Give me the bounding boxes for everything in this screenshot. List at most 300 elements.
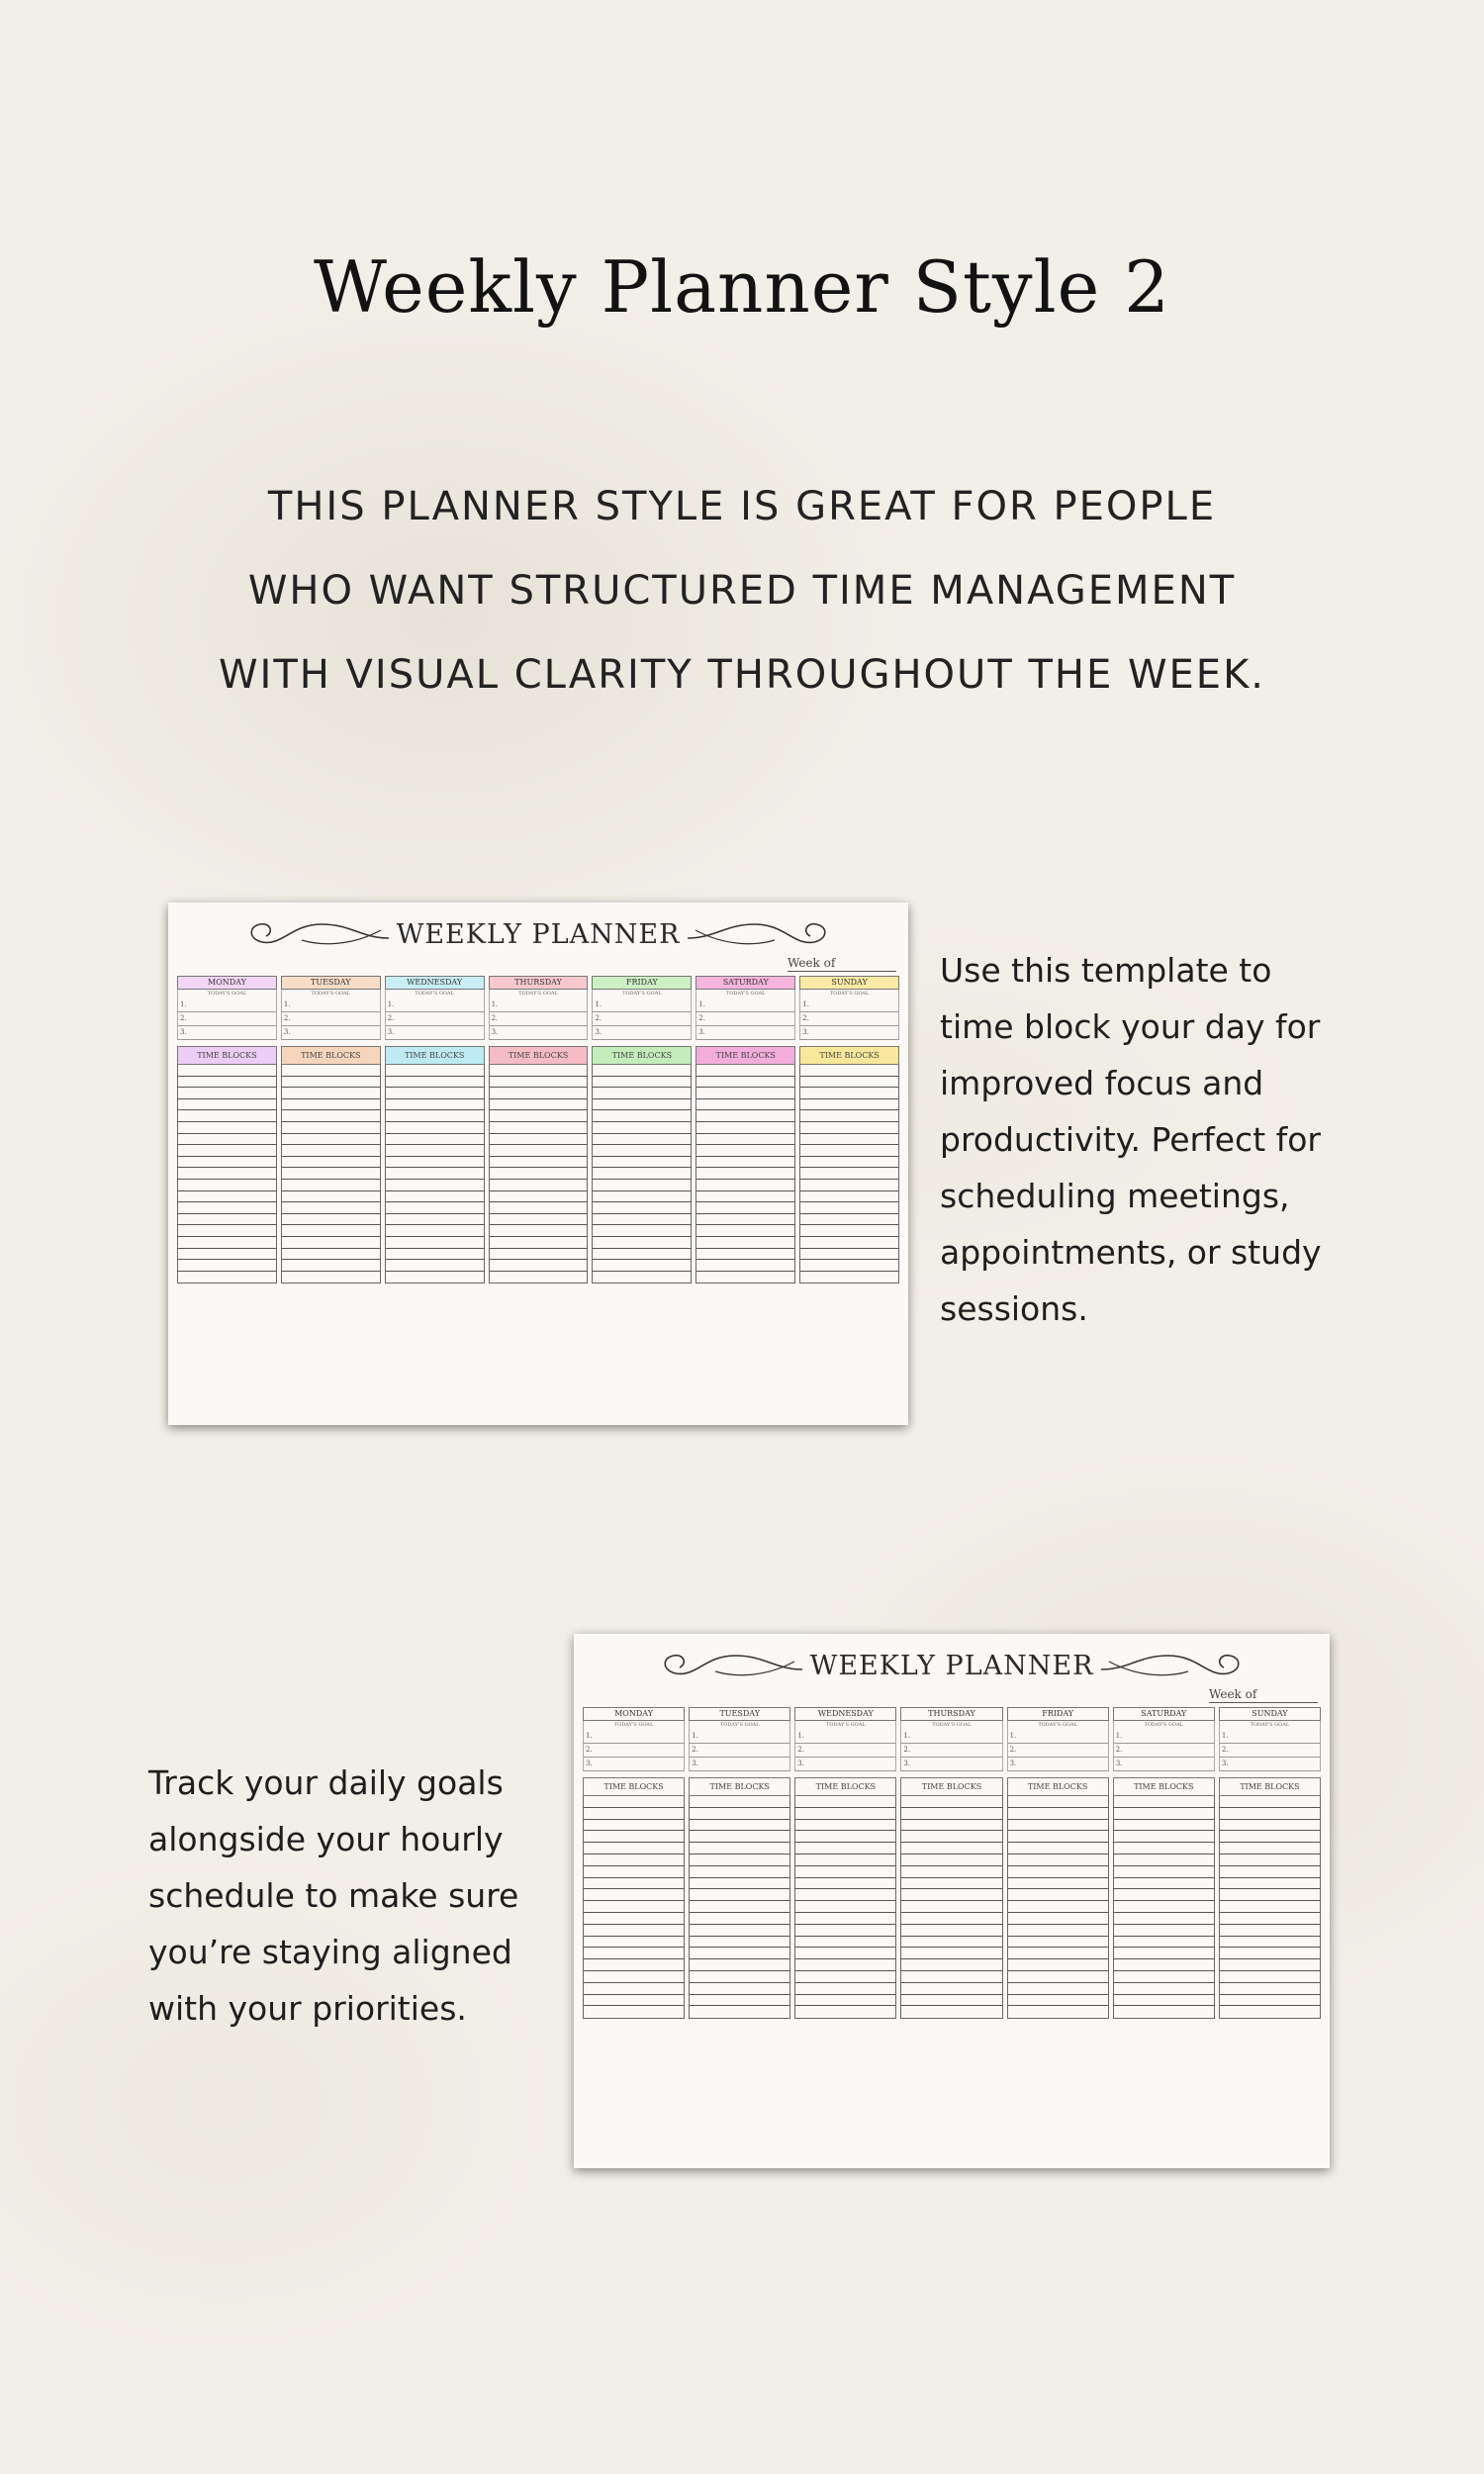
time-slot	[490, 1077, 588, 1089]
time-slot	[696, 1191, 794, 1203]
goal-label: TODAY'S GOAL	[794, 1721, 896, 1730]
time-slot	[800, 1134, 898, 1146]
time-blocks-label: TIME BLOCKS	[689, 1777, 790, 1796]
time-slot	[795, 1925, 895, 1937]
time-slot	[490, 1122, 588, 1134]
time-slot	[1008, 1971, 1108, 1983]
time-slot	[584, 1901, 684, 1913]
time-slot	[1008, 1925, 1108, 1937]
time-slot	[800, 1272, 898, 1284]
time-slot	[584, 1971, 684, 1983]
time-slot	[1008, 1959, 1108, 1971]
time-slot	[690, 2006, 789, 2018]
goal-line: 1.	[794, 1730, 896, 1744]
time-slot	[690, 1901, 789, 1913]
goal-label: TODAY'S GOAL	[900, 1721, 1002, 1730]
goal-line: 2.	[281, 1012, 381, 1026]
time-slot	[901, 1901, 1001, 1913]
time-slots	[489, 1065, 589, 1284]
time-slot	[490, 1065, 588, 1077]
time-slot	[1114, 1901, 1214, 1913]
time-slot	[1114, 1913, 1214, 1925]
time-slot	[593, 1249, 691, 1261]
time-slot	[696, 1110, 794, 1122]
time-slot	[696, 1249, 794, 1261]
goal-label: TODAY'S GOAL	[177, 990, 277, 999]
time-slot	[584, 1959, 684, 1971]
day-name: SATURDAY	[696, 976, 795, 990]
time-slot	[1114, 1866, 1214, 1878]
time-slot	[282, 1077, 380, 1089]
time-slot	[1008, 1913, 1108, 1925]
flourish-right-icon	[1099, 1648, 1248, 1683]
time-slot	[1220, 1889, 1320, 1901]
day-column	[900, 1707, 1002, 2019]
time-slot	[386, 1237, 484, 1249]
time-slot	[696, 1077, 794, 1089]
day-column	[489, 976, 589, 1284]
time-slot	[800, 1180, 898, 1191]
time-slot	[1220, 1820, 1320, 1832]
intro-line: THIS PLANNER STYLE IS GREAT FOR PEOPLE	[267, 484, 1217, 529]
time-slot	[795, 1831, 895, 1843]
time-slot	[696, 1202, 794, 1214]
time-slot	[1220, 1971, 1320, 1983]
time-slot	[901, 1831, 1001, 1843]
time-slot	[282, 1168, 380, 1180]
time-slot	[1114, 1889, 1214, 1901]
time-slot	[696, 1225, 794, 1237]
time-slot	[584, 1808, 684, 1820]
time-slot	[1008, 1820, 1108, 1832]
goal-label: TODAY'S GOAL	[1219, 1721, 1321, 1730]
day-column	[385, 976, 485, 1284]
time-slot	[800, 1202, 898, 1214]
time-slot	[696, 1088, 794, 1099]
time-slot	[593, 1260, 691, 1272]
time-slot	[1220, 1831, 1320, 1843]
time-slot	[593, 1099, 691, 1111]
time-slot	[490, 1157, 588, 1169]
time-blocks-label: TIME BLOCKS	[1219, 1777, 1321, 1796]
time-slot	[178, 1077, 276, 1089]
time-slot	[1008, 1796, 1108, 1808]
time-slot	[696, 1122, 794, 1134]
time-slot	[490, 1168, 588, 1180]
time-slot	[490, 1272, 588, 1284]
time-slot	[1114, 2006, 1214, 2018]
time-slot	[795, 1937, 895, 1949]
time-blocks-label: TIME BLOCKS	[489, 1046, 589, 1065]
time-slot	[1114, 1925, 1214, 1937]
time-slot	[178, 1225, 276, 1237]
time-blocks-label: TIME BLOCKS	[1007, 1777, 1109, 1796]
time-slot	[584, 1855, 684, 1866]
time-slot	[282, 1260, 380, 1272]
time-slot	[490, 1202, 588, 1214]
goal-line: 3.	[1219, 1758, 1321, 1771]
time-slot	[386, 1225, 484, 1237]
time-slot	[795, 1948, 895, 1959]
time-slot	[1008, 1855, 1108, 1866]
goal-line: 3.	[900, 1758, 1002, 1771]
time-slot	[490, 1260, 588, 1272]
time-slot	[386, 1088, 484, 1099]
time-slot	[795, 2006, 895, 2018]
time-slots	[689, 1796, 790, 2019]
time-slots	[900, 1796, 1002, 2019]
time-slot	[690, 1925, 789, 1937]
time-slot	[1220, 2006, 1320, 2018]
time-slot	[1114, 1855, 1214, 1866]
day-name: WEDNESDAY	[794, 1707, 896, 1721]
time-slot	[1114, 1843, 1214, 1855]
time-slot	[795, 1843, 895, 1855]
time-slot	[1008, 1948, 1108, 1959]
time-slot	[593, 1168, 691, 1180]
time-slot	[282, 1191, 380, 1203]
day-name: SUNDAY	[799, 976, 899, 990]
goal-line: 3.	[799, 1026, 899, 1040]
time-slot	[696, 1237, 794, 1249]
time-slot	[593, 1272, 691, 1284]
day-column	[1007, 1707, 1109, 2019]
day-column	[592, 976, 692, 1284]
time-slot	[795, 1808, 895, 1820]
time-slot	[696, 1272, 794, 1284]
time-slots	[177, 1065, 277, 1284]
time-slot	[696, 1260, 794, 1272]
time-slot	[178, 1260, 276, 1272]
time-slot	[593, 1157, 691, 1169]
day-column	[794, 1707, 896, 2019]
time-slot	[282, 1249, 380, 1261]
intro-line: WHO WANT STRUCTURED TIME MANAGEMENT	[247, 568, 1237, 614]
time-slot	[795, 1901, 895, 1913]
time-slot	[690, 1995, 789, 2007]
time-slot	[795, 1866, 895, 1878]
intro-line: WITH VISUAL CLARITY THROUGHOUT THE WEEK.	[218, 652, 1266, 698]
time-slot	[1114, 1983, 1214, 1995]
time-slot	[584, 1913, 684, 1925]
time-slot	[490, 1099, 588, 1111]
time-slot	[1220, 1995, 1320, 2007]
goal-line: 1.	[489, 999, 589, 1012]
time-slot	[901, 1820, 1001, 1832]
time-slot	[1114, 1878, 1214, 1890]
time-slot	[178, 1202, 276, 1214]
time-slot	[795, 1878, 895, 1890]
time-slot	[490, 1110, 588, 1122]
time-slot	[282, 1214, 380, 1226]
time-slot	[178, 1237, 276, 1249]
time-slot	[386, 1099, 484, 1111]
time-slot	[1220, 1878, 1320, 1890]
goal-line: 2.	[385, 1012, 485, 1026]
goal-label: TODAY'S GOAL	[583, 1721, 685, 1730]
planner-header	[168, 916, 908, 958]
time-slot	[490, 1180, 588, 1191]
goal-line: 1.	[799, 999, 899, 1012]
flourish-left-icon	[656, 1648, 804, 1683]
day-name: FRIDAY	[1007, 1707, 1109, 1721]
goal-label: TODAY'S GOAL	[799, 990, 899, 999]
time-slot	[584, 1831, 684, 1843]
time-slot	[1220, 1937, 1320, 1949]
time-slot	[1008, 1937, 1108, 1949]
day-column	[177, 976, 277, 1284]
time-slot	[800, 1065, 898, 1077]
time-slot	[696, 1157, 794, 1169]
goal-line: 3.	[1113, 1758, 1215, 1771]
time-slot	[386, 1180, 484, 1191]
time-slot	[795, 1995, 895, 2007]
time-slot	[1008, 1878, 1108, 1890]
goal-line: 3.	[281, 1026, 381, 1040]
time-slot	[584, 1820, 684, 1832]
day-column	[281, 976, 381, 1284]
time-slot	[901, 1843, 1001, 1855]
time-slot	[901, 1796, 1001, 1808]
time-slot	[1114, 1948, 1214, 1959]
time-blocks-label: TIME BLOCKS	[385, 1046, 485, 1065]
time-slot	[901, 1855, 1001, 1866]
time-slot	[593, 1225, 691, 1237]
time-slot	[1220, 1948, 1320, 1959]
time-slot	[282, 1237, 380, 1249]
time-slot	[795, 1983, 895, 1995]
time-slot	[800, 1214, 898, 1226]
time-slot	[901, 1995, 1001, 2007]
time-slot	[593, 1191, 691, 1203]
time-slot	[1114, 1959, 1214, 1971]
time-slot	[690, 1866, 789, 1878]
day-column	[689, 1707, 790, 2019]
time-slot	[690, 1889, 789, 1901]
time-slot	[282, 1122, 380, 1134]
time-slot	[282, 1099, 380, 1111]
day-column	[696, 976, 795, 1284]
goal-line: 2.	[696, 1012, 795, 1026]
time-slots	[592, 1065, 692, 1284]
time-slot	[490, 1145, 588, 1157]
goal-line: 1.	[689, 1730, 790, 1744]
time-slot	[1114, 1995, 1214, 2007]
time-blocks-label: TIME BLOCKS	[696, 1046, 795, 1065]
time-slot	[690, 1937, 789, 1949]
goal-label: TODAY'S GOAL	[385, 990, 485, 999]
time-slot	[1220, 1925, 1320, 1937]
time-slot	[901, 1937, 1001, 1949]
intro-text	[148, 465, 1336, 717]
time-slot	[178, 1180, 276, 1191]
time-slot	[386, 1168, 484, 1180]
goal-line: 1.	[592, 999, 692, 1012]
time-blocks-label: TIME BLOCKS	[799, 1046, 899, 1065]
time-slot	[800, 1157, 898, 1169]
time-slot	[800, 1145, 898, 1157]
time-slot	[282, 1272, 380, 1284]
time-slot	[593, 1134, 691, 1146]
time-slot	[1008, 1843, 1108, 1855]
time-slots	[583, 1796, 685, 2019]
planner-header	[574, 1648, 1330, 1689]
time-slot	[282, 1065, 380, 1077]
time-slot	[901, 1971, 1001, 1983]
time-slot	[1114, 1971, 1214, 1983]
time-blocks-label: TIME BLOCKS	[583, 1777, 685, 1796]
time-slot	[690, 1820, 789, 1832]
goal-label: TODAY'S GOAL	[281, 990, 381, 999]
time-slot	[386, 1249, 484, 1261]
time-slot	[800, 1088, 898, 1099]
time-slot	[490, 1134, 588, 1146]
time-slot	[178, 1272, 276, 1284]
time-slot	[690, 1878, 789, 1890]
goal-line: 2.	[689, 1744, 790, 1758]
day-column	[799, 976, 899, 1284]
days-grid	[583, 1707, 1321, 2019]
planner-title: WEEKLY PLANNER	[396, 918, 681, 950]
time-blocks-label: TIME BLOCKS	[900, 1777, 1002, 1796]
time-slot	[696, 1180, 794, 1191]
time-slot	[593, 1145, 691, 1157]
time-slot	[584, 1948, 684, 1959]
time-blocks-label: TIME BLOCKS	[592, 1046, 692, 1065]
time-slot	[490, 1191, 588, 1203]
goal-line: 3.	[177, 1026, 277, 1040]
day-name: WEDNESDAY	[385, 976, 485, 990]
time-slot	[1008, 1866, 1108, 1878]
time-slot	[696, 1099, 794, 1111]
time-slot	[800, 1122, 898, 1134]
time-slot	[282, 1180, 380, 1191]
goal-line: 3.	[794, 1758, 896, 1771]
time-slot	[800, 1191, 898, 1203]
goal-line: 1.	[177, 999, 277, 1012]
time-slot	[690, 1959, 789, 1971]
time-slots	[696, 1065, 795, 1284]
time-slot	[178, 1145, 276, 1157]
time-slots	[385, 1065, 485, 1284]
time-slot	[901, 1983, 1001, 1995]
flourish-left-icon	[242, 916, 391, 952]
time-slot	[1114, 1796, 1214, 1808]
time-slot	[795, 1855, 895, 1866]
time-slot	[593, 1202, 691, 1214]
time-slot	[901, 1866, 1001, 1878]
time-slots	[1007, 1796, 1109, 2019]
time-slot	[696, 1145, 794, 1157]
time-blocks-label: TIME BLOCKS	[177, 1046, 277, 1065]
time-slot	[282, 1134, 380, 1146]
time-blocks-label: TIME BLOCKS	[1113, 1777, 1215, 1796]
time-slot	[386, 1272, 484, 1284]
time-slot	[901, 2006, 1001, 2018]
goal-line: 1.	[281, 999, 381, 1012]
time-slot	[386, 1122, 484, 1134]
time-slot	[386, 1191, 484, 1203]
time-slot	[1220, 1796, 1320, 1808]
time-slot	[593, 1180, 691, 1191]
time-slot	[593, 1122, 691, 1134]
time-slot	[690, 1913, 789, 1925]
time-slot	[1008, 1995, 1108, 2007]
day-name: TUESDAY	[281, 976, 381, 990]
time-slot	[584, 1925, 684, 1937]
time-slot	[584, 1796, 684, 1808]
day-name: SATURDAY	[1113, 1707, 1215, 1721]
goal-line: 3.	[689, 1758, 790, 1771]
time-slot	[282, 1202, 380, 1214]
time-slot	[490, 1088, 588, 1099]
goal-line: 3.	[592, 1026, 692, 1040]
time-slot	[386, 1134, 484, 1146]
day-column	[583, 1707, 685, 2019]
time-slot	[1220, 1808, 1320, 1820]
time-slot	[593, 1237, 691, 1249]
day-name: THURSDAY	[900, 1707, 1002, 1721]
time-slot	[178, 1249, 276, 1261]
time-slot	[584, 1995, 684, 2007]
time-slot	[584, 1889, 684, 1901]
time-slot	[386, 1110, 484, 1122]
goal-line: 3.	[583, 1758, 685, 1771]
time-blocks-label: TIME BLOCKS	[794, 1777, 896, 1796]
goal-line: 2.	[794, 1744, 896, 1758]
section1-description: Use this template to time block your day for improved focus and productivity. Perfect for scheduling meetings, appointments, or study sessions.	[940, 951, 1322, 1328]
time-slot	[178, 1191, 276, 1203]
day-name: TUESDAY	[689, 1707, 790, 1721]
time-slot	[800, 1099, 898, 1111]
time-slot	[490, 1237, 588, 1249]
time-slot	[696, 1214, 794, 1226]
time-slot	[490, 1225, 588, 1237]
time-slot	[282, 1088, 380, 1099]
time-slot	[1008, 1901, 1108, 1913]
time-slot	[1220, 1901, 1320, 1913]
time-slot	[282, 1145, 380, 1157]
day-name: FRIDAY	[592, 976, 692, 990]
goal-line: 2.	[1113, 1744, 1215, 1758]
time-slot	[800, 1077, 898, 1089]
goal-line: 2.	[177, 1012, 277, 1026]
time-slot	[690, 1855, 789, 1866]
time-slot	[1220, 1913, 1320, 1925]
day-name: THURSDAY	[489, 976, 589, 990]
time-slots	[1219, 1796, 1321, 2019]
time-slot	[282, 1110, 380, 1122]
time-slot	[800, 1110, 898, 1122]
time-slot	[282, 1157, 380, 1169]
goal-label: TODAY'S GOAL	[1113, 1721, 1215, 1730]
time-slot	[584, 1843, 684, 1855]
time-slot	[584, 2006, 684, 2018]
goal-line: 1.	[900, 1730, 1002, 1744]
time-slot	[795, 1971, 895, 1983]
goal-label: TODAY'S GOAL	[592, 990, 692, 999]
day-name: MONDAY	[583, 1707, 685, 1721]
goal-line: 1.	[1113, 1730, 1215, 1744]
time-slot	[178, 1110, 276, 1122]
goal-line: 2.	[799, 1012, 899, 1026]
time-slots	[794, 1796, 896, 2019]
goal-line: 3.	[1007, 1758, 1109, 1771]
time-slot	[386, 1145, 484, 1157]
time-slot	[584, 1866, 684, 1878]
flourish-right-icon	[686, 916, 834, 952]
time-slot	[1220, 1843, 1320, 1855]
